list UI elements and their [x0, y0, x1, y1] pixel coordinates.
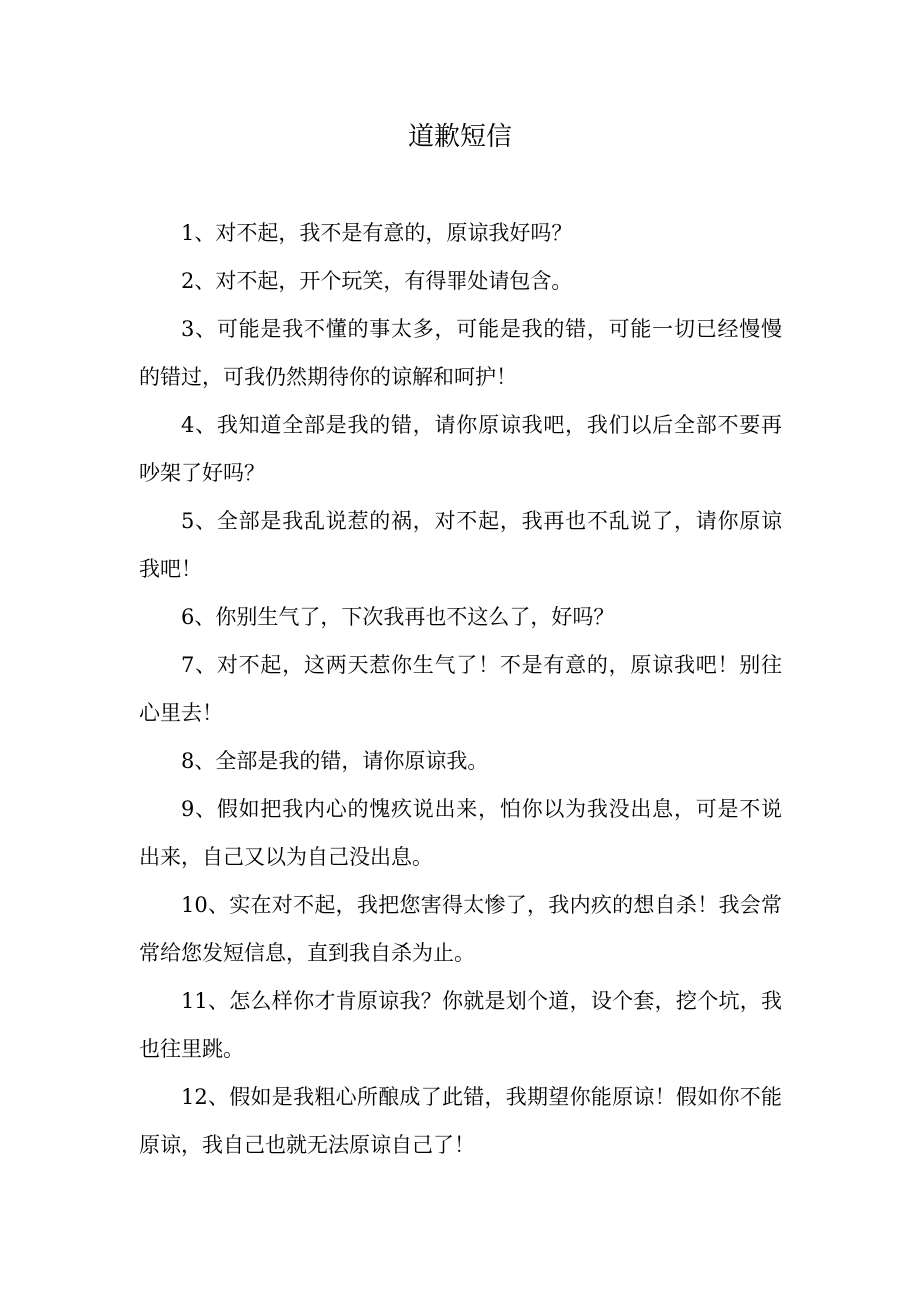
list-item — [139, 257, 782, 305]
item-text: 、全部是我的错，请你原谅我。 — [194, 749, 489, 773]
item-number: 8 — [181, 749, 195, 773]
item-text: 、全部是我乱说惹的祸，对不起，我再也不乱说了，请你原谅我吧！ — [139, 509, 782, 581]
item-text: 、可能是我不懂的事太多，可能是我的错，可能一切已经慢慢的错过，可我仍然期待你的谅解和呵护！ — [139, 317, 782, 389]
item-text: 、假如是我粗心所酿成了此错，我期望你能原谅！假如你不能原谅，我自己也就无法原谅自己了！ — [139, 1085, 782, 1157]
list-item — [139, 305, 782, 401]
item-number: 6 — [181, 605, 195, 629]
list-item — [139, 737, 782, 785]
item-number: 2 — [181, 269, 195, 293]
list-item — [139, 881, 782, 977]
list-item — [139, 1073, 782, 1169]
item-number: 3 — [181, 317, 195, 341]
item-number: 9 — [181, 797, 195, 821]
list-item — [139, 785, 782, 881]
list-item — [139, 209, 782, 257]
item-text: 、假如把我内心的愧疚说出来，怕你以为我没出息，可是不说出来，自己又以为自己没出息。 — [139, 797, 782, 869]
item-number: 12 — [181, 1085, 208, 1109]
item-number: 10 — [181, 893, 208, 917]
page-title: 道歉短信 — [407, 122, 512, 152]
list-item — [139, 401, 782, 497]
item-number: 7 — [181, 653, 195, 677]
list-item — [139, 593, 782, 641]
item-number: 5 — [181, 509, 195, 533]
item-text: 、你别生气了，下次我再也不这么了，好吗？ — [194, 605, 615, 629]
list-item — [139, 977, 782, 1073]
item-text: 、对不起，这两天惹你生气了！不是有意的，原谅我吧！别往心里去！ — [139, 653, 782, 725]
item-number: 4 — [181, 413, 195, 437]
item-text: 、怎么样你才肯原谅我？你就是划个道，设个套，挖个坑，我也往里跳。 — [139, 989, 782, 1061]
item-text: 、对不起，开个玩笑，有得罪处请包含。 — [194, 269, 573, 293]
list-item — [139, 497, 782, 593]
item-text: 、实在对不起，我把您害得太惨了，我内疚的想自杀！我会常常给您发短信息，直到我自杀为止。 — [139, 893, 782, 965]
list-item — [139, 641, 782, 737]
item-text: 、对不起，我不是有意的，原谅我好吗？ — [194, 221, 573, 245]
item-number: 11 — [181, 989, 208, 1013]
message-list — [139, 209, 782, 1169]
item-number: 1 — [181, 221, 195, 245]
item-text: 、我知道全部是我的错，请你原谅我吧，我们以后全部不要再吵架了好吗？ — [139, 413, 782, 485]
